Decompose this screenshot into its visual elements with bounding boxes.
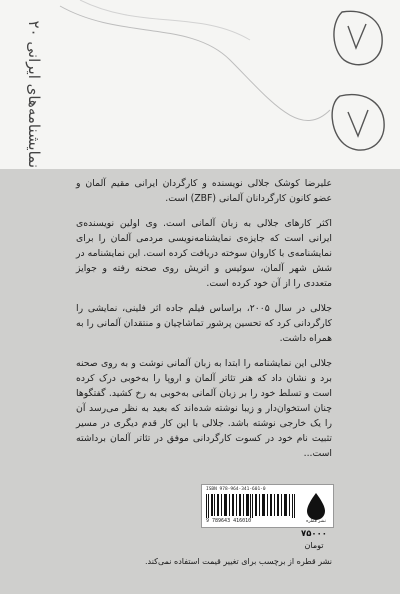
- isbn-text: ISBN 978-964-341-601-0: [206, 487, 266, 492]
- publisher-mark-icon: [322, 4, 392, 169]
- blurb-text: [76, 176, 332, 471]
- drop-logo-icon: [304, 491, 328, 521]
- barcode-icon: [206, 494, 298, 518]
- barcode-label: [201, 484, 334, 528]
- series-title: [14, 18, 54, 168]
- blurb-paragraph: جلالی این نمایشنامه را ابتدا به زبان آلمانی نوشت و به روی صحنه برد و نشان داد که هنر تئاتر آلمان و اروپا را به‌خوبی درک کرده است و تسلط خود را بر زبان آلمانی به‌خوبی به رخ کشید. گفتگوها چنان استخوان‌دار و زیبا نوشته شده‌اند که بعید به نظر می‌رسد آن را یک خارجی نوشته باشد. جلالی با این کار قدم دیگری در مسیر تثبیت نام خود در کسوت کارگردانی موفق در تئاتر آلمان برداشته است...: [76, 358, 332, 459]
- publisher-name: نشر قطره: [306, 519, 326, 524]
- price-amount: ۷۵۰۰۰: [301, 529, 327, 539]
- blurb-paragraph: علیرضا کوشک جلالی نویسنده و کارگردان ایرانی مقیم آلمان و عضو کانون کارگردانان آلمانی (ZBF) است.: [76, 178, 332, 204]
- price-tag: [292, 529, 336, 551]
- series-title-text: نمایشنامه‌های ایرانی ۲۰: [25, 20, 43, 168]
- barcode-digits: 9 789643 416010: [206, 518, 252, 524]
- blurb-paragraph: اکثر کارهای جلالی به زبان آلمانی است. وی اولین نویسنده‌ی ایرانی است که جایزه‌ی نمایشنامه‌نویسی مردمی آلمان را برای نمایشنامه‌ی با کاروان سوخته دریافت کرده است. این نمایشنامه در شش شهر آلمان، سوئیس و اتریش روی صحنه رفته و جوایز متعددی را از آن خود کرده است.: [76, 218, 332, 289]
- blurb-paragraph: جلالی در سال ۲۰۰۵، براساس فیلم جاده اثر فلینی، نمایشی را کارگردانی کرد که تحسین پرشور تماشاچیان و منتقدان آلمانی را به همراه داشت.: [76, 303, 333, 344]
- price-currency: تومان: [304, 541, 324, 550]
- price-note: نشر قطره از برچسب برای تغییر قیمت استفاده نمی‌کند.: [144, 557, 332, 566]
